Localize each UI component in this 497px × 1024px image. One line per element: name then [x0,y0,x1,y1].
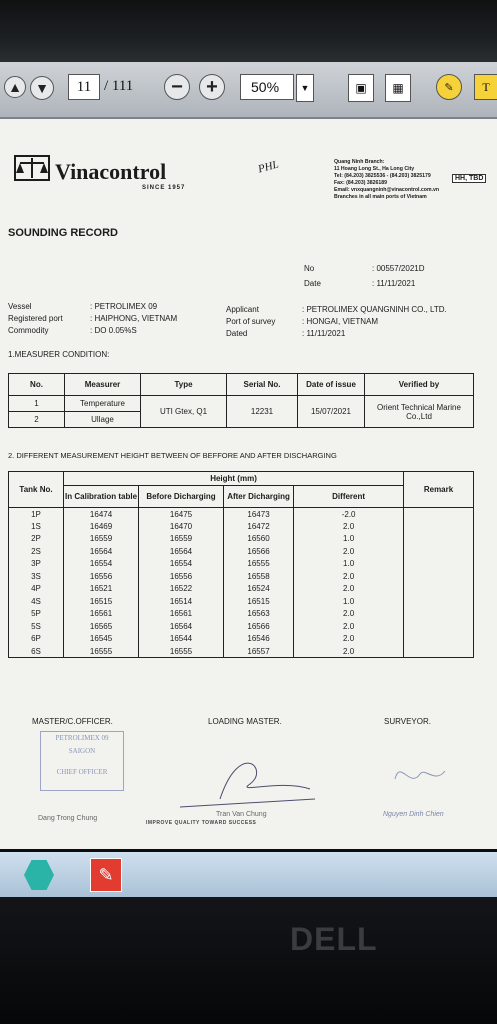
dated-value: : 11/11/2021 [302,329,346,338]
cell-tank: 3P [9,558,64,571]
cell-before: 16475 [139,508,224,521]
previous-page-icon[interactable]: ▲ [4,76,26,98]
cell-before: 16554 [139,558,224,571]
date-label: Date [304,279,321,288]
col-verified: Verified by [365,374,474,396]
zoom-dropdown-arrow-icon[interactable]: ▼ [296,74,314,102]
cell-no: 2 [9,412,65,428]
zoom-in-icon[interactable]: + [199,74,225,100]
cell-calibration: 16565 [64,620,139,633]
app-icon[interactable] [24,860,54,890]
cell-tank: 5P [9,608,64,621]
table-row [9,608,474,621]
cell-different: 1.0 [294,595,404,608]
cell-before: 16564 [139,545,224,558]
cell-calibration: 16556 [64,570,139,583]
col-remark: Remark [404,472,474,508]
cell-calibration: 16564 [64,545,139,558]
cell-after: 16473 [223,508,293,521]
applicant-value: : PETROLIMEX QUANGNINH CO., LTD. [302,305,447,314]
master-name: Dang Trong Chung [38,815,98,822]
col-different: Different [294,486,404,508]
table-row [9,570,474,583]
no-value: : 00557/2021D [372,264,425,273]
loading-name: Tran Van Chung [216,811,267,818]
port-value: : HAIPHONG, VIETNAM [90,314,178,323]
table-row [9,396,474,412]
table-row [9,595,474,608]
vinacontrol-logo-icon [12,153,52,183]
cell-calibration: 16561 [64,608,139,621]
dated-label: Dated [226,329,248,338]
port-label: Registered port [8,314,63,323]
table-row [9,508,474,521]
page-total: / 111 [104,78,134,94]
cell-after: 16546 [223,633,293,646]
cell-calibration: 16559 [64,533,139,546]
cell-calibration: 16555 [64,645,139,658]
cell-serial: 12231 [227,396,298,428]
table-row [9,633,474,646]
cell-different: 1.0 [294,558,404,571]
survey-value: : HONGAI, VIETNAM [302,317,379,326]
cell-different: 1.0 [294,533,404,546]
height-table [8,471,474,658]
no-label: No [304,264,315,273]
stamp-line: SAIGON [68,747,96,755]
taskbar [0,852,497,897]
col-height: Height (mm) [64,472,404,486]
cell-different: 2.0 [294,520,404,533]
cell-before: 16470 [139,520,224,533]
cell-before: 16559 [139,533,224,546]
cell-after: 16563 [223,608,293,621]
col-serial: Serial No. [227,374,298,396]
col-before: Before Dicharging [139,486,224,508]
cell-calibration: 16474 [64,508,139,521]
col-no: No. [9,374,65,396]
surveyor-signature [390,759,450,794]
col-type: Type [141,374,227,396]
pdf-page [0,119,497,849]
table-row [9,545,474,558]
text-tool-icon[interactable]: T [474,74,497,100]
cell-before: 16522 [139,583,224,596]
cell-tank: 1S [9,520,64,533]
cell-tank: 4S [9,595,64,608]
col-after: After Dicharging [223,486,293,508]
cell-type: UTI Gtex, Q1 [141,396,227,428]
table-row [9,645,474,658]
signature-mark: PHL [256,158,280,176]
vessel-label: Vessel [8,302,32,311]
cell-before: 16514 [139,595,224,608]
cell-different: 2.0 [294,545,404,558]
cell-tank: 6S [9,645,64,658]
cell-date-issue: 15/07/2021 [298,396,365,428]
commodity-value: : DO 0.05%S [90,326,137,335]
cell-remark [404,633,474,646]
cell-after: 16555 [223,558,293,571]
branch-line: Quang Ninh Branch: [334,159,385,165]
cell-different: 2.0 [294,608,404,621]
monitor-brand-logo: DELL [290,921,378,957]
cell-remark [404,520,474,533]
cell-tank: 2P [9,533,64,546]
pdf-reader-icon[interactable]: ✎ [90,858,122,892]
cell-calibration: 16469 [64,520,139,533]
cell-tank: 4P [9,583,64,596]
branch-line: Fax: (84.203) 3826189 [334,180,388,186]
cell-measurer: Ullage [65,412,141,428]
cell-after: 16472 [223,520,293,533]
cell-remark [404,583,474,596]
table-row [9,620,474,633]
cell-before: 16561 [139,608,224,621]
measurer-table [8,373,474,428]
cell-after: 16557 [223,645,293,658]
pdf-toolbar [0,62,497,119]
cell-tank: 5S [9,620,64,633]
cell-after: 16524 [223,583,293,596]
surveyor-name: Nguyen Dinh Chien [383,811,444,818]
cell-tank: 6P [9,633,64,646]
table-row [9,520,474,533]
section2-title: 2. DIFFERENT MEASUREMENT HEIGHT BETWEEN OF BEFFORE AND AFTER DISCHARGING [8,451,337,460]
fit-width-icon[interactable]: ▦ [385,74,411,102]
cell-after: 16566 [223,620,293,633]
hh-box: HH, TBD [452,174,486,183]
cell-remark [404,558,474,571]
master-label: MASTER/C.OFFICER. [32,717,113,726]
col-calibration: In Calibration table [64,486,139,508]
zoom-out-icon[interactable]: − [164,74,190,100]
fit-page-icon[interactable]: ▣ [348,74,374,102]
next-page-icon[interactable]: ▼ [30,76,54,100]
branch-line: 11 Hoang Long St., Ha Long City [334,166,415,172]
record-title: SOUNDING RECORD [8,227,119,239]
cell-different: 2.0 [294,645,404,658]
table-row [9,533,474,546]
cell-calibration: 16554 [64,558,139,571]
table-row [9,583,474,596]
branch-line: Tel: (84.203) 3825536 - (84.203) 3825179 [334,173,431,179]
cell-remark [404,620,474,633]
cell-different: 2.0 [294,620,404,633]
cell-after: 16560 [223,533,293,546]
surveyor-label: SURVEYOR. [384,717,431,726]
cell-remark [404,533,474,546]
survey-label: Port of survey [226,317,276,326]
loading-label: LOADING MASTER. [208,717,282,726]
commodity-label: Commodity [8,326,49,335]
cell-after: 16558 [223,570,293,583]
cell-tank: 1P [9,508,64,521]
branch-line: Email: vnxquangninh@vinacontrol.com.vn [334,187,440,193]
col-date-issue: Date of issue [298,374,365,396]
zoom-level-select[interactable]: 50% [240,74,294,100]
cell-calibration: 16545 [64,633,139,646]
col-tank: Tank No. [9,472,64,508]
page-number-input[interactable]: 11 [68,74,100,100]
vessel-value: : PETROLIMEX 09 [90,302,158,311]
cell-remark [404,645,474,658]
stamp-line: PETROLIMEX 09 [55,734,109,742]
cell-before: 16556 [139,570,224,583]
loading-master-signature [170,729,320,814]
cell-before: 16544 [139,633,224,646]
cell-verified: Orient Technical Marine Co.,Ltd [365,396,474,428]
col-measurer: Measurer [65,374,141,396]
monitor-bezel [0,897,497,1024]
cell-remark [404,570,474,583]
date-value: : 11/11/2021 [372,279,416,288]
cell-calibration: 16515 [64,595,139,608]
cell-tank: 3S [9,570,64,583]
cell-different: 2.0 [294,570,404,583]
section1-title: 1.MEASURER CONDITION: [8,350,110,359]
cell-remark [404,595,474,608]
cell-remark [404,508,474,521]
cell-before: 16555 [139,645,224,658]
stamp-line: CHIEF OFFICER [56,768,108,776]
applicant-label: Applicant [226,305,259,314]
comment-icon[interactable]: ✎ [436,74,462,100]
table-row [9,558,474,571]
brand-name: Vinacontrol [55,159,167,184]
slogan: IMPROVE QUALITY TOWARD SUCCESS [146,820,257,826]
brand-since: SINCE 1957 [142,185,186,191]
cell-remark [404,608,474,621]
vessel-stamp [40,731,124,791]
cell-after: 16566 [223,545,293,558]
monitor-top-bezel [0,0,497,62]
branch-line: Branches in all main ports of Vietnam [334,194,427,200]
cell-calibration: 16521 [64,583,139,596]
cell-different: -2.0 [294,508,404,521]
cell-after: 16515 [223,595,293,608]
cell-remark [404,545,474,558]
cell-different: 2.0 [294,583,404,596]
cell-no: 1 [9,396,65,412]
cell-before: 16564 [139,620,224,633]
cell-different: 2.0 [294,633,404,646]
cell-measurer: Temperature [65,396,141,412]
cell-tank: 2S [9,545,64,558]
